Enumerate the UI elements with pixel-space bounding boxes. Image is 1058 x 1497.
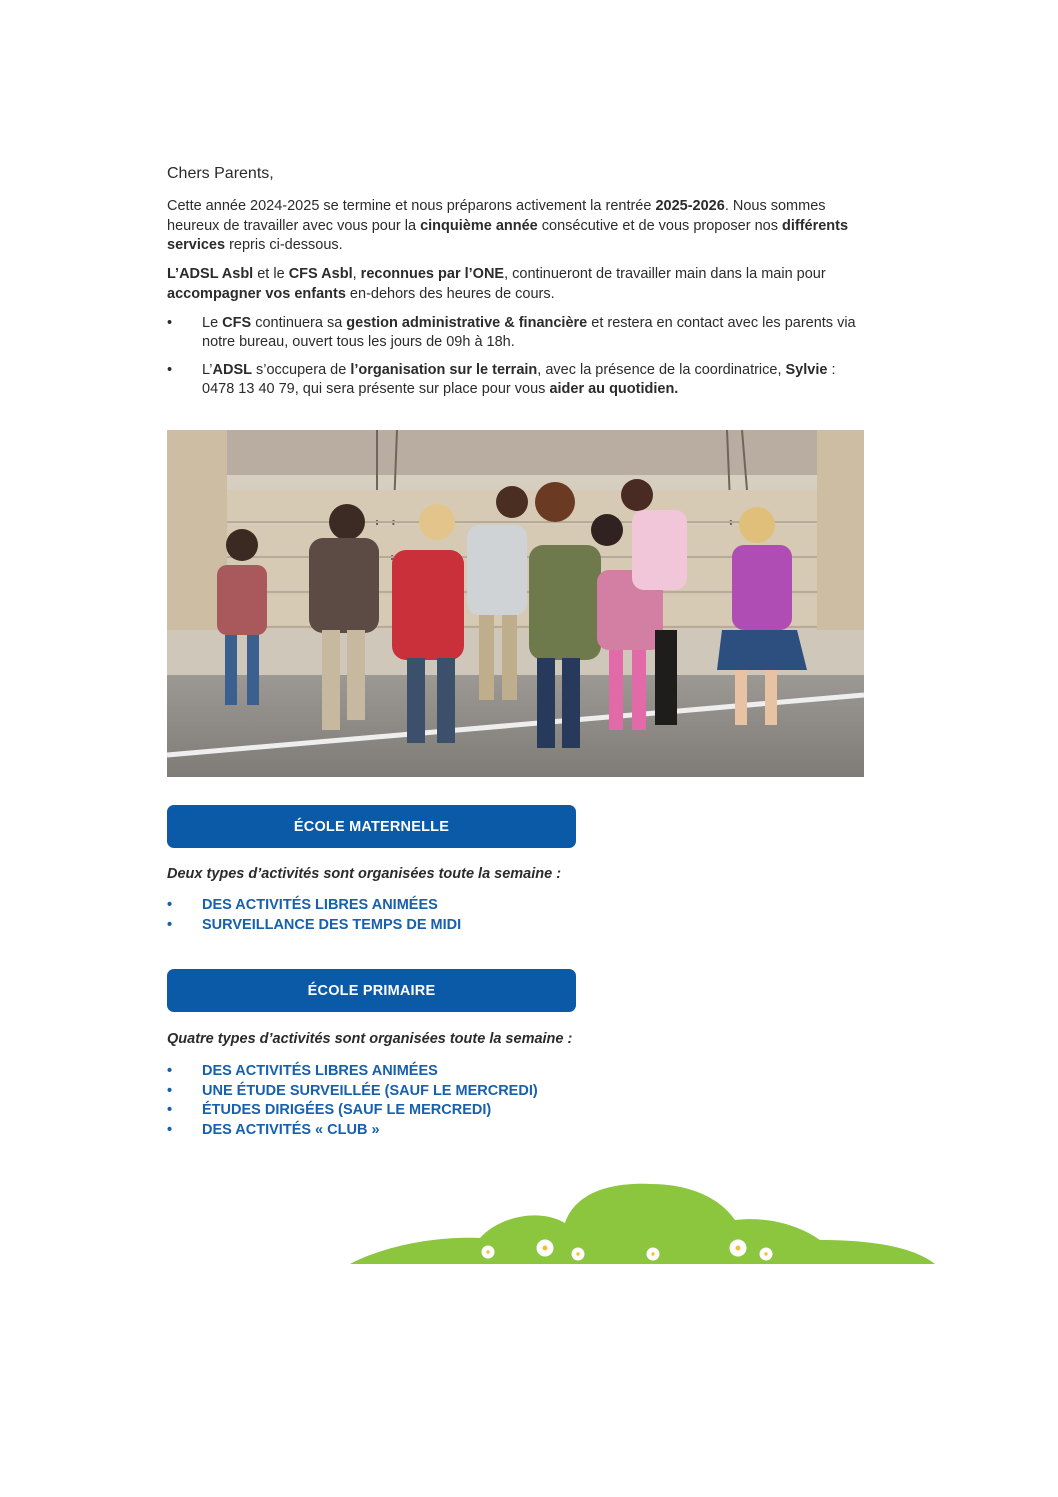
intro-paragraph xyxy=(167,197,867,256)
list-item xyxy=(167,916,461,936)
service-item-adsl xyxy=(167,361,867,399)
maternelle-banner xyxy=(167,805,576,848)
bullet-dot: • xyxy=(167,315,173,331)
bold-text: CFS Asbl xyxy=(288,266,353,282)
list-item-label: ÉTUDES DIRIGÉES (SAUF LE MERCREDI) xyxy=(202,1102,492,1118)
partners-paragraph xyxy=(167,265,867,304)
bold-text: gestion administrative & financière xyxy=(346,315,588,331)
list-item-label: DES ACTIVITÉS LIBRES ANIMÉES xyxy=(202,1063,438,1079)
bullet-dot: • xyxy=(167,1063,173,1079)
bullet-dot: • xyxy=(167,916,173,933)
bullet-dot: • xyxy=(167,1102,173,1118)
services-list xyxy=(167,314,867,408)
greeting: Chers Parents, xyxy=(167,165,274,182)
text-run: : 0478 13 40 79, qui sera présente sur place pour vous xyxy=(202,362,836,397)
text-run: et restera en contact avec les parents via notre bureau, ouvert tous les jours de 09h à 18h. xyxy=(202,315,856,350)
list-item xyxy=(167,1121,538,1141)
text-run: repris ci-dessous. xyxy=(225,237,343,253)
bold-text: accompagner vos enfants xyxy=(167,285,346,302)
primaire-activities xyxy=(167,1062,538,1140)
text-run: . Nous sommes heureux de travailler avec vous pour la xyxy=(167,198,826,234)
bullet-dot: • xyxy=(167,362,173,378)
service-item-cfs xyxy=(167,314,867,352)
decorative-bush xyxy=(350,1178,935,1268)
bold-text: l’organisation sur le terrain xyxy=(350,362,538,378)
primaire-title: ÉCOLE PRIMAIRE xyxy=(307,982,436,999)
maternelle-intro: Deux types d’activités sont organisées toute la semaine : xyxy=(167,866,562,882)
list-item-label: SURVEILLANCE DES TEMPS DE MIDI xyxy=(202,916,462,933)
maternelle-activities xyxy=(167,896,461,935)
bold-text: CFS xyxy=(222,315,252,331)
list-item-label: DES ACTIVITÉS « CLUB » xyxy=(202,1121,380,1138)
bullet-dot: • xyxy=(167,1121,173,1138)
text-run: L’ xyxy=(202,362,213,378)
list-item xyxy=(167,1101,538,1121)
service-text xyxy=(202,362,836,397)
text-run: Cette année 2024-2025 se termine et nous préparons activement la rentrée xyxy=(167,198,656,214)
service-text xyxy=(202,315,856,350)
text-run: Le xyxy=(202,315,223,331)
text-run: consécutive et de vous proposer nos xyxy=(537,217,782,234)
list-item xyxy=(167,1062,538,1082)
primaire-intro: Quatre types d’activités sont organisées toute la semaine : xyxy=(167,1031,573,1047)
text-run: , continueront de travailler main dans la main pour xyxy=(504,266,826,282)
bullet-dot: • xyxy=(167,897,173,913)
list-item-label: UNE ÉTUDE SURVEILLÉE (SAUF LE MERCREDI) xyxy=(202,1082,538,1099)
text-run: en-dehors des heures de cours. xyxy=(345,285,555,302)
bullet-dot: • xyxy=(167,1082,173,1099)
children-school-photo xyxy=(167,430,864,777)
text-run: , avec la présence de la coordinatrice, xyxy=(537,362,786,378)
bold-text: cinquième année xyxy=(420,217,538,234)
bold-text: reconnues par l’ONE xyxy=(360,266,505,282)
maternelle-title: ÉCOLE MATERNELLE xyxy=(293,818,450,835)
bold-text: différents services xyxy=(167,217,849,253)
bold-text: Sylvie xyxy=(785,362,828,378)
text-run: et le xyxy=(253,266,289,282)
bold-text: aider au quotidien. xyxy=(549,381,679,397)
list-item-label: DES ACTIVITÉS LIBRES ANIMÉES xyxy=(202,897,438,913)
text-run: s’occupera de xyxy=(251,362,351,378)
bold-text: 2025-2026 xyxy=(655,198,725,214)
primaire-banner xyxy=(167,969,576,1012)
list-item xyxy=(167,896,461,916)
bold-text: ADSL xyxy=(212,362,252,378)
text-run: continuera sa xyxy=(251,315,347,331)
bold-text: L’ADSL Asbl xyxy=(167,266,254,282)
text-run: , xyxy=(352,266,361,282)
list-item xyxy=(167,1082,538,1102)
